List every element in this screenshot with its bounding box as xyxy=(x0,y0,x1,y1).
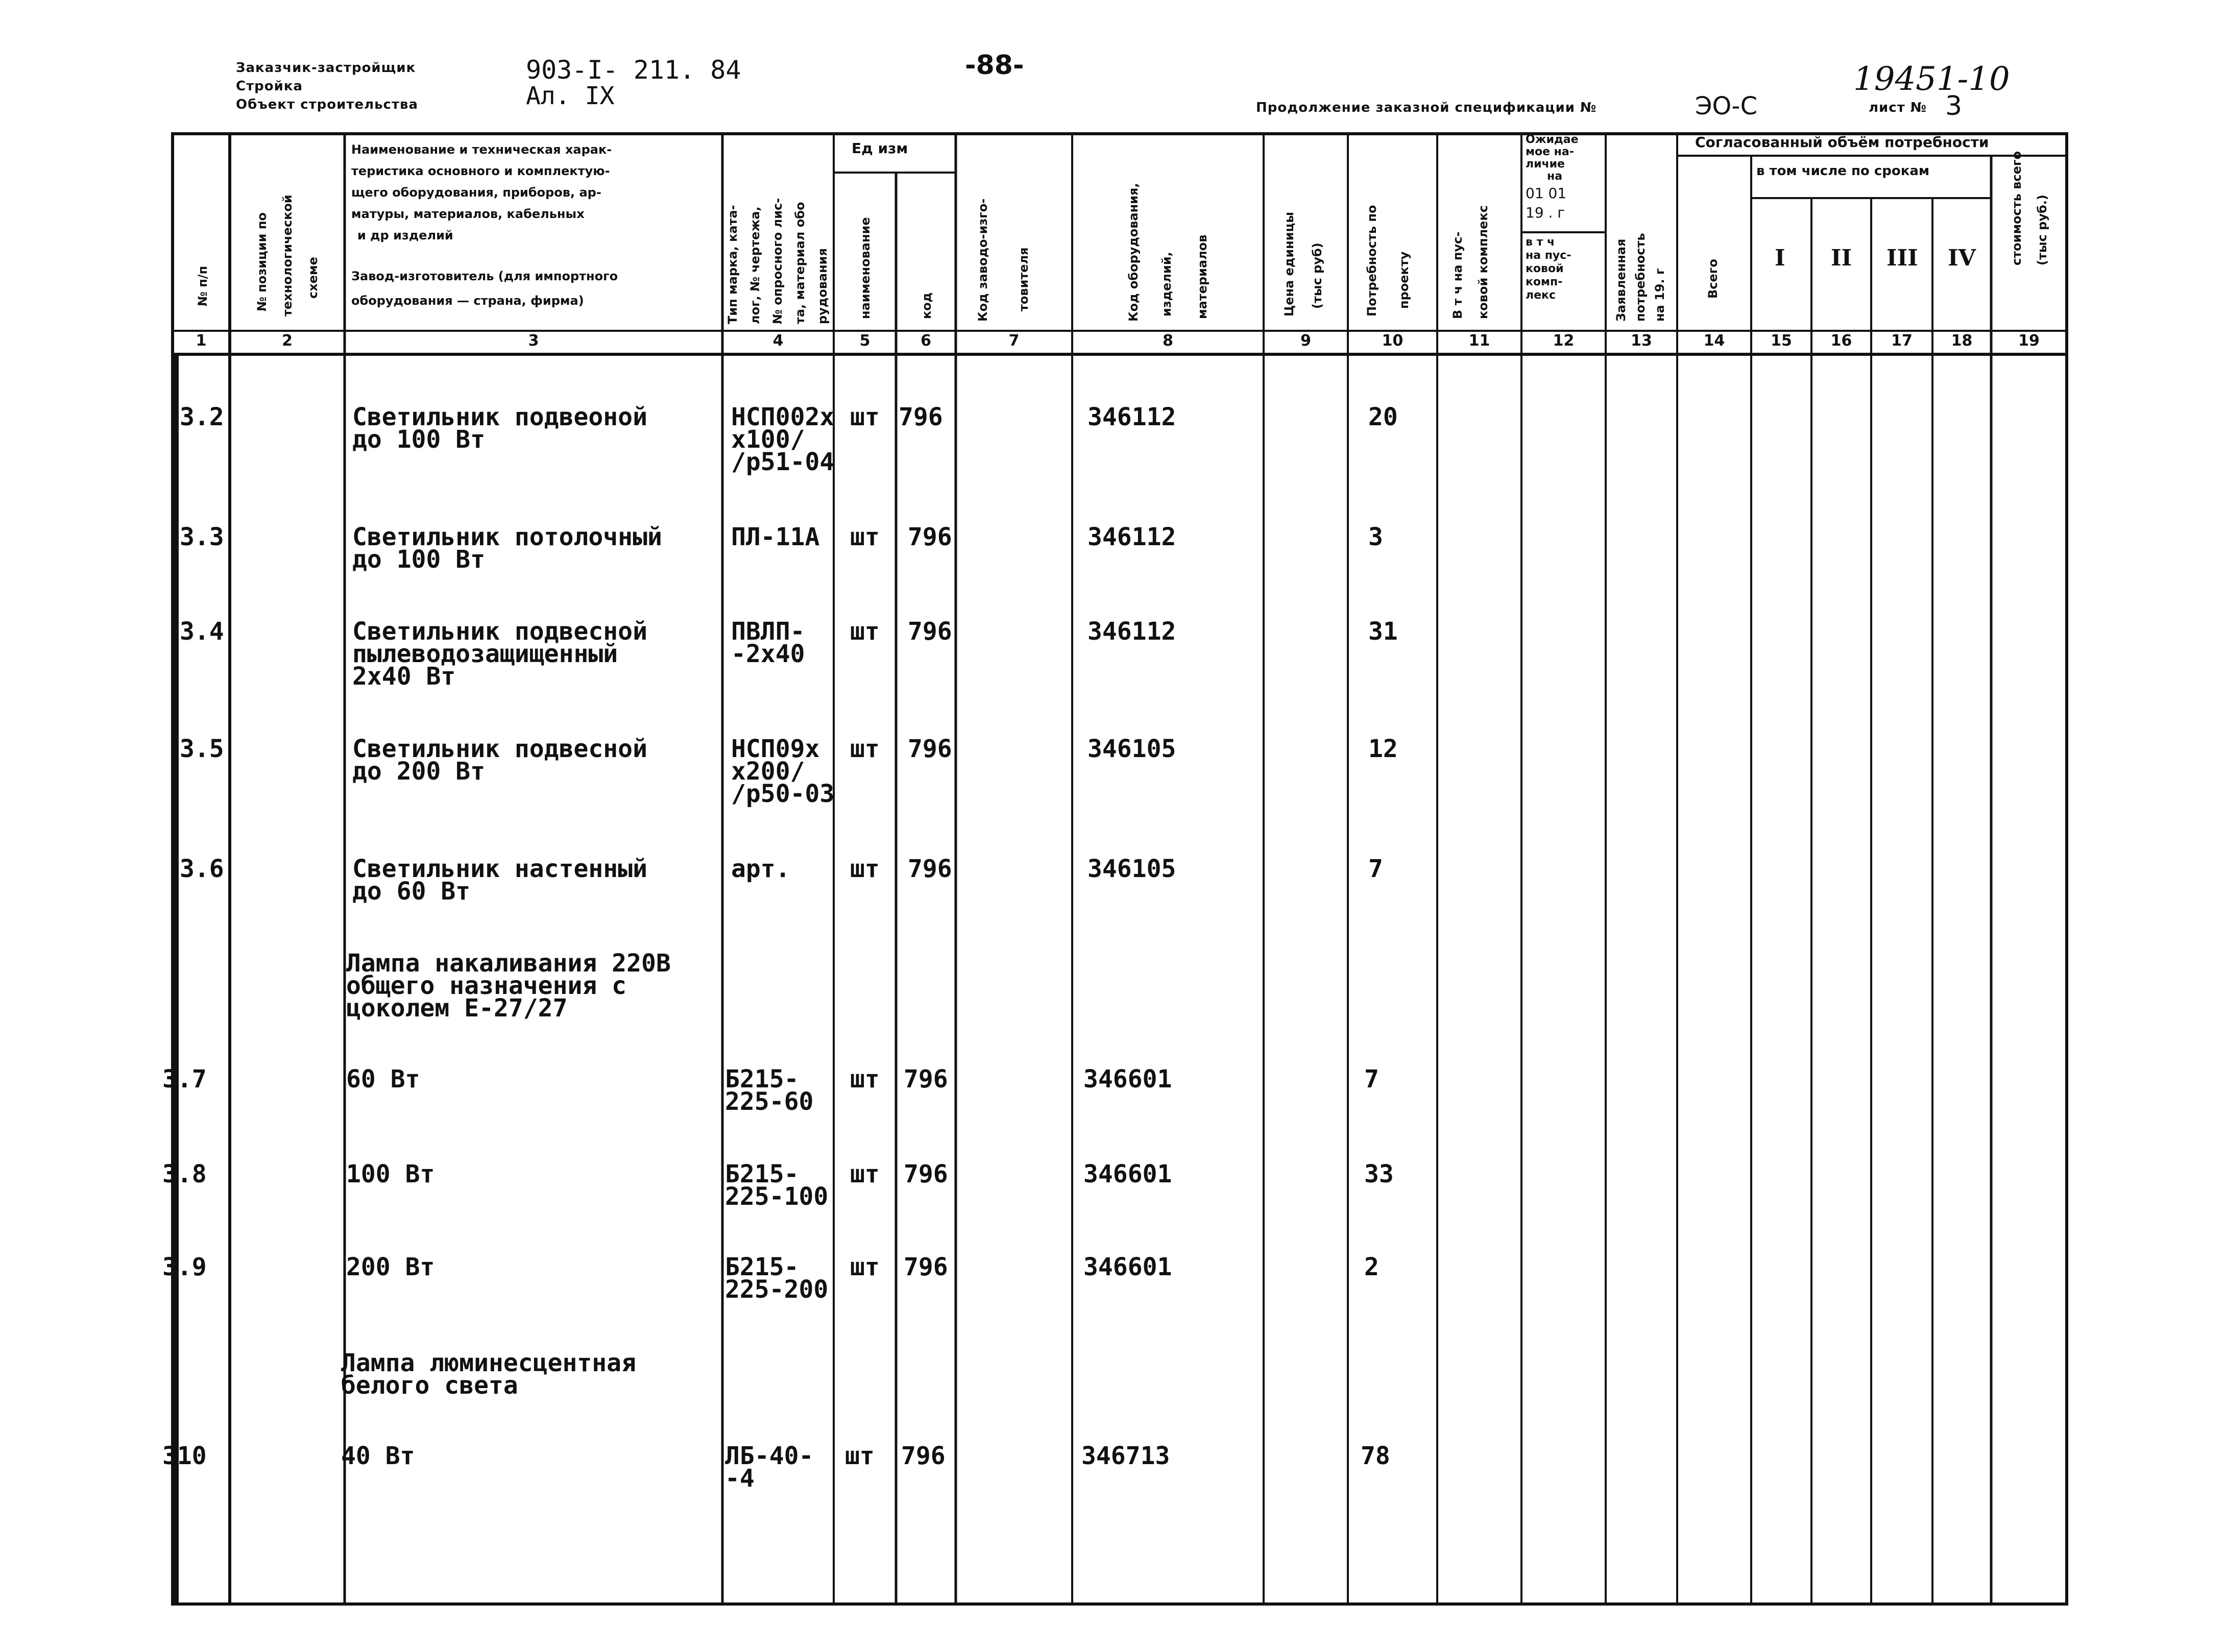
group-heading: Лампа люминесцентная белого света xyxy=(341,1349,636,1400)
col-header-12-top-5: 01 01 xyxy=(1526,185,1567,202)
row-name: Светильник подвеоной до 100 Вт xyxy=(352,403,647,454)
row-need: 12 xyxy=(1368,735,1398,763)
col-header-3-line6: Завод-изготовитель (для импортного xyxy=(351,269,618,283)
page-number: -88- xyxy=(965,50,1024,81)
col-header-13b: потребность xyxy=(1633,233,1648,322)
row-number: 3.7 xyxy=(162,1065,207,1094)
col-header-4e: рудования xyxy=(815,248,830,324)
row-name: 60 Вт xyxy=(346,1065,420,1094)
row-name: 200 Вт xyxy=(346,1253,435,1281)
row-unit: шт xyxy=(850,523,880,551)
row-type: ПЛ-11А xyxy=(731,523,820,551)
row-unit: шт xyxy=(850,735,880,763)
row-name: 100 Вт xyxy=(346,1160,435,1188)
col-header-17: III xyxy=(1887,245,1918,271)
col-header-7b: товителя xyxy=(1017,247,1031,311)
row-equipment-code: 346105 xyxy=(1087,735,1176,763)
col-number-5: 5 xyxy=(859,332,870,350)
col-header-3-line5: и др изделий xyxy=(357,228,453,242)
col-header-12-top-4: на xyxy=(1547,170,1563,183)
col-header-9a: Цена единицы xyxy=(1282,211,1296,317)
col-header-18: IV xyxy=(1948,245,1976,271)
row-unit-code: 796 xyxy=(904,1253,948,1281)
row-unit-code: 796 xyxy=(904,1160,948,1188)
site-label: Стройка xyxy=(236,79,303,94)
row-type: НСП09х х200/ /р50-03 xyxy=(731,735,835,808)
by-terms-group-header: в том числе по срокам xyxy=(1756,163,1930,179)
row-need: 20 xyxy=(1368,403,1398,431)
row-unit-code: 796 xyxy=(899,403,943,431)
row-equipment-code: 346601 xyxy=(1083,1065,1172,1094)
col-number-15: 15 xyxy=(1771,332,1792,350)
col-header-8b: изделий, xyxy=(1159,252,1174,317)
row-name: Светильник настенный до 60 Вт xyxy=(352,855,647,906)
col-header-12-bottom-3: ковой xyxy=(1526,262,1564,275)
object-label: Объект строительства xyxy=(236,97,419,112)
row-type: ЛБ-40- -4 xyxy=(725,1442,814,1493)
col-number-14: 14 xyxy=(1703,332,1725,350)
col-number-17: 17 xyxy=(1891,332,1913,350)
unit-group-header: Ед изм xyxy=(852,140,908,157)
col-number-19: 19 xyxy=(2018,332,2040,350)
col-header-15: I xyxy=(1775,245,1785,271)
row-need: 33 xyxy=(1364,1160,1394,1188)
row-equipment-code: 346112 xyxy=(1087,403,1176,431)
col-number-4: 4 xyxy=(772,332,784,350)
col-header-11a: В т ч на пус- xyxy=(1450,231,1465,319)
row-type: Б215- 225-60 xyxy=(725,1065,814,1116)
col-header-12-top-6: 19 . г xyxy=(1526,204,1565,221)
col-header-19b: (тыс руб.) xyxy=(2035,195,2049,265)
col-header-1: № п/п xyxy=(196,265,210,306)
row-unit-code: 796 xyxy=(908,523,952,551)
col-header-2c: схеме xyxy=(306,257,320,299)
col-header-3-line7: оборудования — страна, фирма) xyxy=(351,294,584,308)
row-equipment-code: 346601 xyxy=(1083,1253,1172,1281)
row-need: 78 xyxy=(1361,1442,1390,1470)
col-header-13a: Заявленная xyxy=(1614,238,1628,322)
row-number: 3.8 xyxy=(162,1160,207,1188)
row-type: НСП002х х100/ /р51-04 xyxy=(731,403,835,476)
col-number-6: 6 xyxy=(921,332,931,350)
row-number: 3.9 xyxy=(162,1253,207,1281)
row-type: ПВЛП- -2х40 xyxy=(731,617,805,668)
col-header-16: II xyxy=(1831,245,1852,271)
row-equipment-code: 346713 xyxy=(1081,1442,1170,1470)
row-unit-code: 796 xyxy=(908,855,952,883)
col-header-8c: материалов xyxy=(1195,234,1210,319)
row-unit: шт xyxy=(850,855,880,883)
sheet-number: 3 xyxy=(1945,91,1963,122)
row-name: Светильник подвесной до 200 Вт xyxy=(352,735,647,786)
group-heading: Лампа накаливания 220В общего назначения с цоколем Е-27/27 xyxy=(346,949,671,1023)
row-unit: шт xyxy=(850,1253,880,1281)
col-header-3-line1: Наименование и техническая харак- xyxy=(351,142,612,157)
row-name: Светильник потолочный до 100 Вт xyxy=(352,523,662,574)
col-header-4b: лог, № чертежа, xyxy=(748,206,762,324)
col-header-12-bottom-1: в т ч xyxy=(1526,236,1555,249)
col-header-4a: Тип марка, ката- xyxy=(725,205,740,324)
col-header-12-bottom-4: комп- xyxy=(1526,276,1563,288)
col-header-12-bottom-5: лекс xyxy=(1526,289,1556,302)
col-header-11b: ковой комплекс xyxy=(1476,205,1490,319)
row-number: 3.5 xyxy=(180,735,224,763)
row-type: Б215- 225-100 xyxy=(725,1160,829,1211)
spec-number: ЭО-С xyxy=(1695,92,1758,120)
col-number-1: 1 xyxy=(196,332,207,350)
col-header-4d: та, материал обо xyxy=(793,202,807,324)
col-header-2b: технологической xyxy=(280,195,295,317)
col-header-10b: проекту xyxy=(1397,251,1411,309)
doc-code: 903-I- 211. 84 xyxy=(526,55,741,85)
row-equipment-code: 346601 xyxy=(1083,1160,1172,1188)
row-equipment-code: 346112 xyxy=(1087,523,1176,551)
col-header-7a: Код заводо-изго- xyxy=(976,198,990,322)
row-number: 3.2 xyxy=(180,403,224,431)
col-header-13c: на 19. г xyxy=(1653,268,1667,322)
row-unit: шт xyxy=(845,1442,875,1470)
col-number-16: 16 xyxy=(1830,332,1852,350)
row-need: 3 xyxy=(1368,523,1383,551)
row-equipment-code: 346105 xyxy=(1087,855,1176,883)
col-header-12-bottom-2: на пус- xyxy=(1526,249,1571,262)
row-need: 7 xyxy=(1368,855,1383,883)
row-unit: шт xyxy=(850,1160,880,1188)
col-header-6: код xyxy=(920,292,934,319)
row-need: 7 xyxy=(1364,1065,1379,1094)
col-header-9b: (тыс руб) xyxy=(1310,242,1324,309)
col-header-10a: Потребность по xyxy=(1365,205,1379,317)
row-unit-code: 796 xyxy=(908,735,952,763)
reference-number: 19451-10 xyxy=(1853,60,2010,98)
col-header-3-line2: теристика основного и комплектую- xyxy=(351,164,610,178)
col-header-3-line3: щего оборудования, приборов, ар- xyxy=(351,185,601,200)
col-number-2: 2 xyxy=(282,332,293,350)
col-header-5: наименование xyxy=(858,217,873,319)
col-number-12: 12 xyxy=(1553,332,1575,350)
album-label: Ал. IX xyxy=(526,82,615,110)
customer-label: Заказчик-застройщик xyxy=(236,60,416,76)
col-number-10: 10 xyxy=(1382,332,1404,350)
row-number: 3.4 xyxy=(180,617,224,646)
row-name: Светильник подвесной пылеводозащищенный 2х40 Вт xyxy=(352,617,647,691)
agreed-volume-group-header: Согласованный объём потребности xyxy=(1695,134,1989,151)
row-need: 2 xyxy=(1364,1253,1379,1281)
row-unit: шт xyxy=(850,617,880,646)
col-number-3: 3 xyxy=(528,332,539,350)
row-number: 310 xyxy=(162,1442,207,1470)
col-number-18: 18 xyxy=(1951,332,1973,350)
row-unit-code: 796 xyxy=(908,617,952,646)
col-number-9: 9 xyxy=(1300,332,1311,350)
col-number-11: 11 xyxy=(1468,332,1490,350)
row-type: Б215- 225-200 xyxy=(725,1253,829,1304)
col-header-3-line4: матуры, материалов, кабельных xyxy=(351,207,585,221)
row-need: 31 xyxy=(1368,617,1398,646)
row-unit: шт xyxy=(850,1065,880,1094)
row-name: 40 Вт xyxy=(341,1442,415,1470)
row-number: 3.3 xyxy=(180,523,224,551)
row-unit-code: 796 xyxy=(901,1442,946,1470)
row-unit-code: 796 xyxy=(904,1065,948,1094)
row-equipment-code: 346112 xyxy=(1087,617,1176,646)
col-number-13: 13 xyxy=(1631,332,1652,350)
col-header-12-top-1: Ожидае xyxy=(1526,133,1579,146)
col-header-14: Всего xyxy=(1706,259,1720,299)
col-header-4c: № опросного лис- xyxy=(770,198,785,324)
col-number-8: 8 xyxy=(1163,332,1173,350)
col-header-8a: Код оборудования, xyxy=(1126,183,1141,322)
row-type: арт. xyxy=(731,855,790,883)
col-number-7: 7 xyxy=(1008,332,1020,350)
col-header-2a: № позиции по xyxy=(255,212,269,311)
row-unit: шт xyxy=(850,403,880,431)
col-header-12-top-3: личие xyxy=(1526,158,1565,171)
row-number: 3.6 xyxy=(180,855,224,883)
col-header-12-top-2: мое на- xyxy=(1526,145,1574,158)
col-header-19a: стоимость всего xyxy=(2010,151,2024,265)
sheet-label: лист № xyxy=(1869,100,1927,115)
continuation-label: Продолжение заказной спецификации № xyxy=(1256,100,1597,115)
